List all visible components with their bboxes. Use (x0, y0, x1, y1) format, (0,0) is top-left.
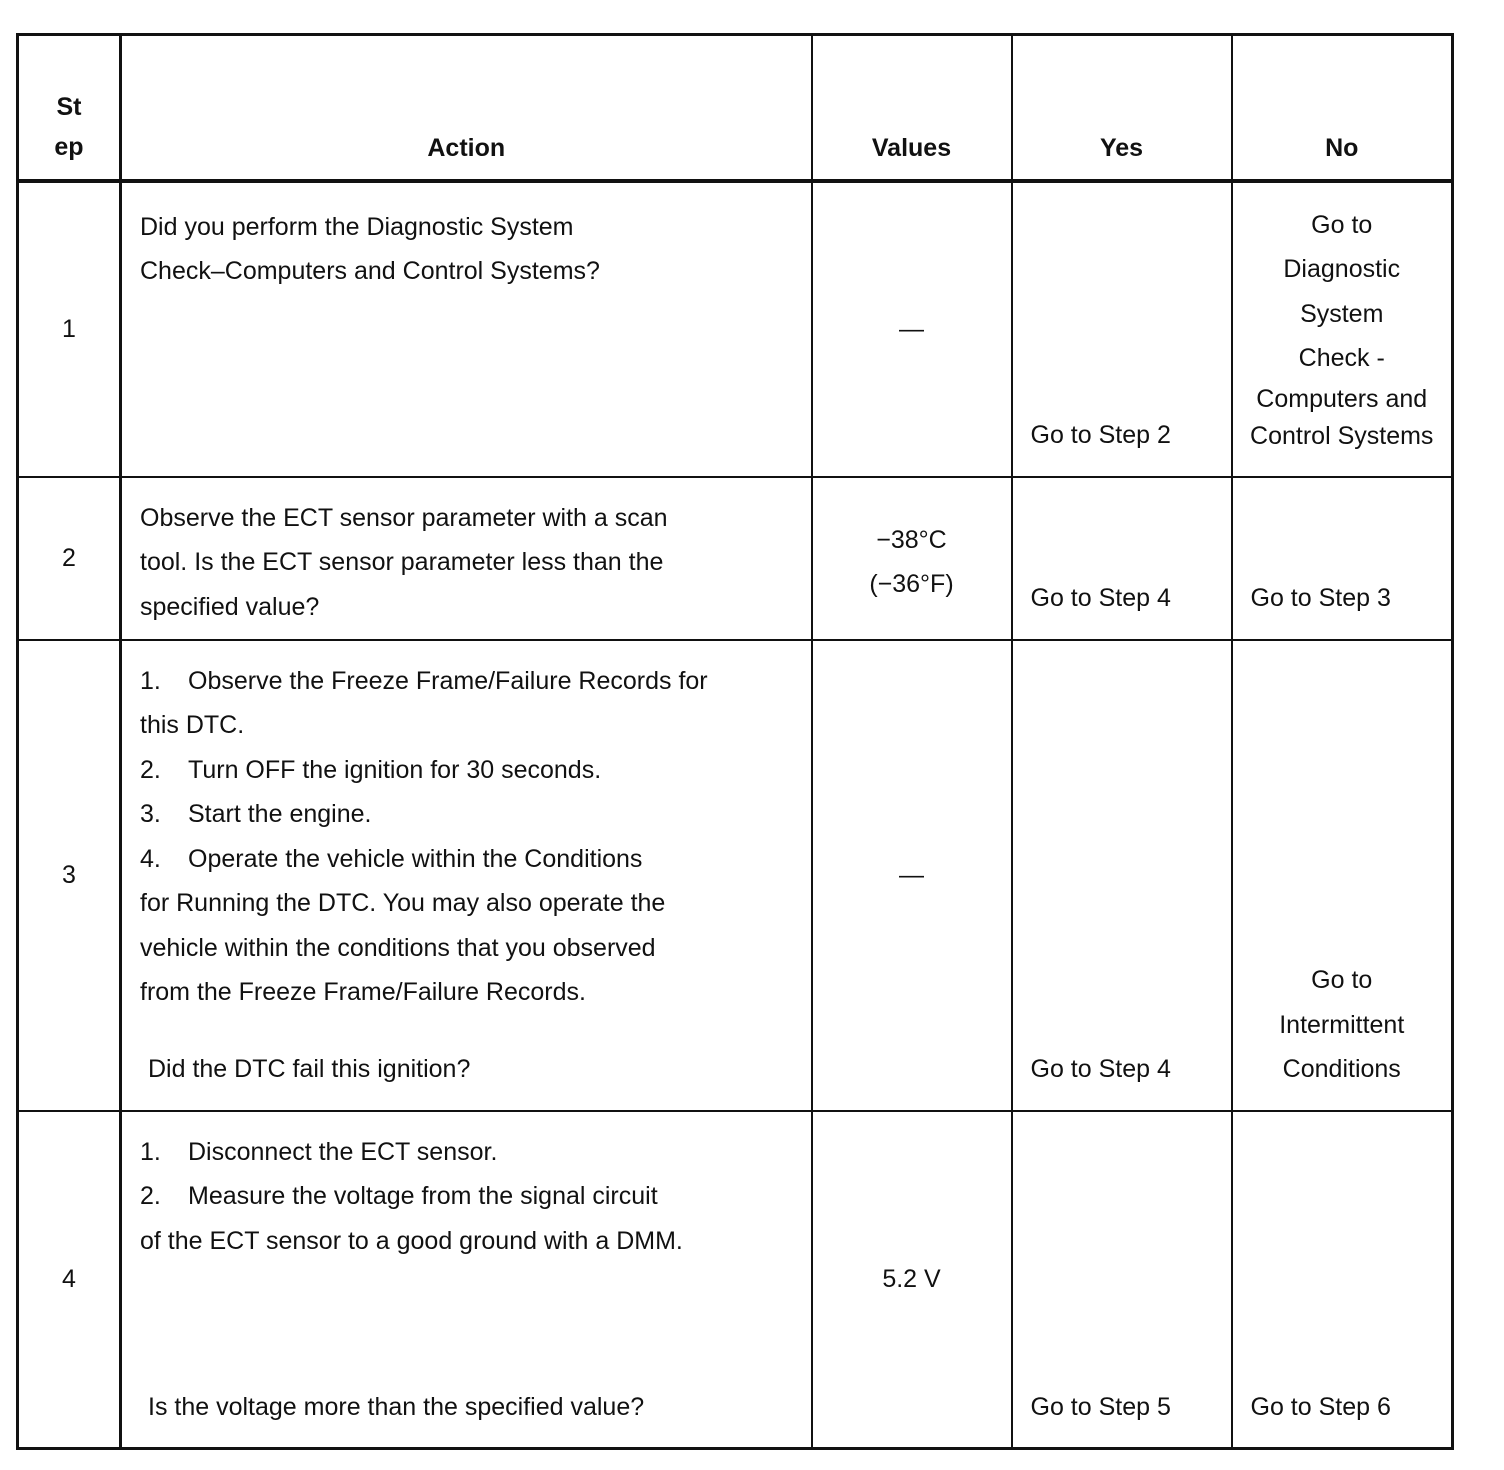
list-continuation: from the Freeze Frame/Failure Records. (140, 978, 586, 1006)
no-line: System (1300, 299, 1384, 328)
action-line: Did you perform the Diagnostic System (140, 212, 574, 241)
step-number: 4 (18, 1111, 121, 1449)
question-text: Did the DTC fail this ignition? (148, 1055, 471, 1083)
action-line: tool. Is the ECT sensor parameter less than the (140, 548, 664, 576)
header-row (18, 35, 1453, 181)
list-number: 1. (140, 1137, 161, 1166)
list-number: 1. (140, 666, 161, 695)
list-continuation: for Running the DTC. You may also operate the (140, 889, 666, 917)
yes-cell (1012, 640, 1232, 1111)
no-line: Conditions (1282, 1055, 1401, 1083)
step-number: 3 (18, 640, 121, 1111)
value-cell: — (812, 640, 1012, 1111)
list-item (140, 659, 793, 704)
list-continuation: vehicle within the conditions that you observed (140, 933, 656, 962)
no-link[interactable] (1233, 958, 1452, 1092)
action-cell (121, 477, 812, 640)
list-text: Disconnect the ECT sensor. (188, 1137, 498, 1166)
action-cell (121, 1111, 812, 1449)
list-item (140, 748, 793, 793)
value-stack (813, 478, 1011, 607)
no-line: Go to (1311, 210, 1373, 239)
list-continuation: of the ECT sensor to a good ground with a DMM. (140, 1226, 683, 1255)
value-line: (−36°F) (869, 570, 954, 598)
no-cell (1232, 181, 1453, 477)
list-number: 2. (140, 755, 161, 784)
list-number: 2. (140, 1182, 161, 1210)
no-line: Diagnostic (1283, 255, 1401, 283)
yes-link[interactable]: Go to Step 4 (1030, 584, 1171, 612)
list-text: Start the engine. (188, 800, 372, 828)
list-continuation: this DTC. (140, 711, 245, 739)
step-number: 2 (18, 477, 121, 640)
list-text: Observe the Freeze Frame/Failure Records for (188, 666, 708, 695)
no-cell (1232, 1111, 1453, 1449)
header-values: Values (812, 35, 1012, 181)
step-number: 1 (18, 181, 121, 477)
question-text: Is the voltage more than the specified value? (148, 1392, 645, 1421)
action-cell (121, 181, 812, 477)
yes-link[interactable]: Go to Step 2 (1030, 421, 1171, 449)
action-line: Check–Computers and Control Systems? (140, 257, 600, 285)
no-line: Go to (1311, 966, 1373, 994)
action-cell (121, 640, 812, 1111)
value-cell: 5.2 V (812, 1111, 1012, 1449)
header-action: Action (121, 35, 812, 181)
no-link[interactable]: Go to Step 6 (1250, 1392, 1391, 1421)
header-step-line2: ep (54, 132, 84, 161)
no-line: Computers and (1256, 384, 1428, 413)
yes-cell (1012, 181, 1232, 477)
no-cell (1232, 640, 1453, 1111)
no-link[interactable] (1233, 183, 1452, 455)
yes-cell (1012, 1111, 1232, 1449)
yes-cell (1012, 477, 1232, 640)
value-cell: — (812, 181, 1012, 477)
table-row (18, 477, 1453, 640)
no-line: Check - (1298, 344, 1385, 372)
list-text: Operate the vehicle within the Conditions (188, 844, 643, 873)
value-line: −38°C (876, 525, 947, 554)
header-step-line1: St (56, 92, 82, 121)
value-cell (812, 477, 1012, 640)
yes-link[interactable]: Go to Step 5 (1030, 1392, 1171, 1421)
table-row (18, 181, 1453, 477)
list-item (140, 837, 793, 882)
diagnostic-table (16, 33, 1454, 1450)
no-line: Intermittent (1279, 1010, 1405, 1039)
yes-link[interactable]: Go to Step 4 (1030, 1055, 1171, 1083)
table-row (18, 640, 1453, 1111)
header-yes: Yes (1012, 35, 1232, 181)
action-line: Observe the ECT sensor parameter with a scan (140, 503, 668, 532)
table-row (18, 1111, 1453, 1449)
list-text: Turn OFF the ignition for 30 seconds. (188, 755, 602, 784)
action-line: specified value? (140, 592, 320, 621)
list-text: Measure the voltage from the signal circuit (188, 1182, 658, 1210)
no-cell (1232, 477, 1453, 640)
no-link[interactable]: Go to Step 3 (1250, 584, 1391, 612)
header-no: No (1232, 35, 1453, 181)
header-step (18, 35, 121, 181)
list-item (140, 1130, 793, 1175)
list-item (140, 792, 793, 837)
list-number: 3. (140, 800, 161, 828)
list-item (140, 1174, 793, 1219)
list-number: 4. (140, 844, 161, 873)
no-line: Control Systems (1250, 421, 1434, 450)
